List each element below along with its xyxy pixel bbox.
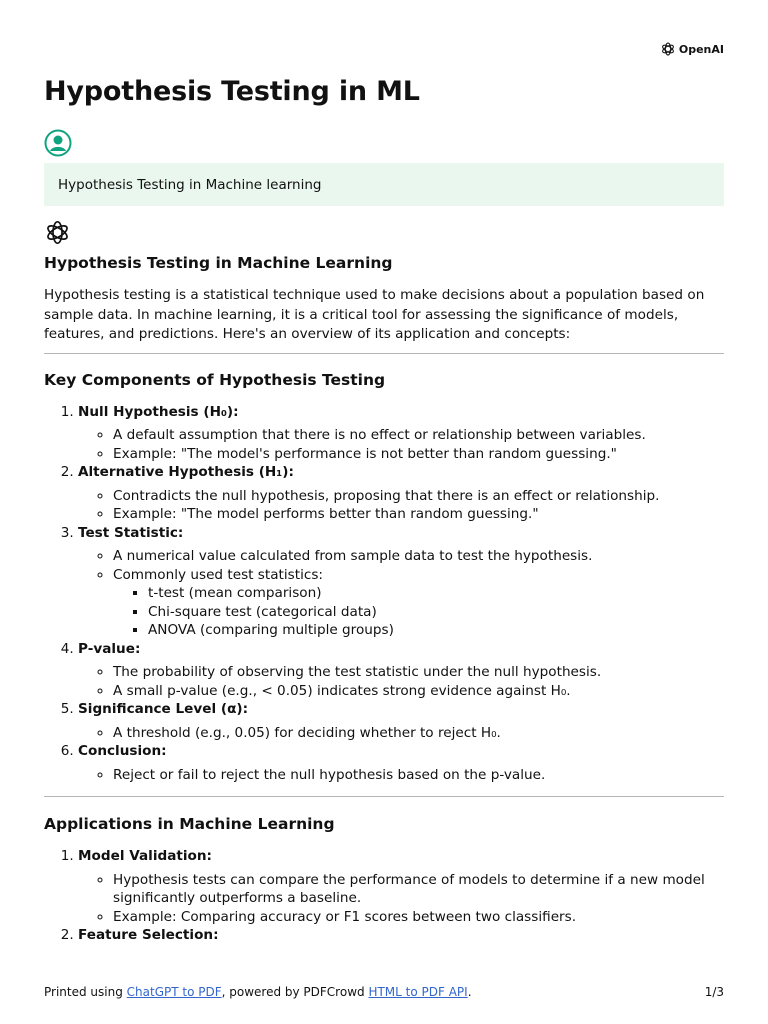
list-item: [78, 847, 724, 926]
list-item: [78, 926, 724, 945]
chatgpt-logo-icon: [44, 219, 71, 246]
openai-brand: [660, 41, 724, 57]
sub-item: [113, 566, 724, 640]
item-label: Null Hypothesis (H₀):: [78, 403, 239, 420]
page-title: Hypothesis Testing in ML: [44, 76, 420, 107]
sub-item: ◦ Example: Comparing accuracy or F1 scores between two classifiers.: [113, 908, 724, 927]
section-title-key-components: Key Components of Hypothesis Testing: [44, 370, 386, 389]
user-message-text: Hypothesis Testing in Machine learning: [58, 176, 322, 193]
html-to-pdf-api-link[interactable]: HTML to PDF API: [368, 985, 468, 999]
response-heading: Hypothesis Testing in Machine Learning: [44, 254, 393, 272]
footer-credit: Printed using ChatGPT to PDF, powered by PDFCrowd HTML to PDF API.: [44, 985, 472, 999]
assistant-response: [44, 252, 724, 945]
sub-item: ◦ Example: "The model performs better than random guessing.": [113, 505, 724, 524]
sub-sub-item: ▪ ANOVA (comparing multiple groups): [148, 621, 724, 640]
sub-sub-item: ▪ Chi-square test (categorical data): [148, 603, 724, 622]
footer: [44, 985, 724, 999]
divider: [44, 353, 724, 354]
list-item: [78, 742, 724, 784]
sub-item: ◦ A small p-value (e.g., < 0.05) indicates strong evidence against H₀.: [113, 682, 724, 701]
key-components-list: [44, 403, 724, 785]
sub-item: ◦ A default assumption that there is no effect or relationship between variables.: [113, 426, 724, 445]
sub-item: ◦ Contradicts the null hypothesis, proposing that there is an effect or relationship.: [113, 487, 724, 506]
list-item: [78, 403, 724, 464]
sub-item: ◦ Reject or fail to reject the null hypothesis based on the p-value.: [113, 766, 724, 785]
user-message: [44, 163, 724, 206]
sub-item: ◦ Example: "The model's performance is not better than random guessing.": [113, 445, 724, 464]
item-label: Alternative Hypothesis (H₁):: [78, 464, 294, 480]
chatgpt-to-pdf-link[interactable]: ChatGPT to PDF: [126, 985, 222, 999]
applications-list: [44, 847, 724, 945]
sub-sub-item: ▪ t-test (mean comparison): [148, 584, 724, 603]
list-item: [78, 640, 724, 701]
openai-logo-icon: [660, 41, 676, 57]
sub-item: ◦ A numerical value calculated from sample data to test the hypothesis.: [113, 547, 724, 566]
sub-item-text: Commonly used test statistics:: [113, 566, 323, 583]
item-label: Model Validation:: [78, 848, 212, 864]
sub-item: ◦ Hypothesis tests can compare the performance of models to determine if a new model significantly outperforms a baseline.: [113, 871, 724, 908]
list-item: [78, 524, 724, 640]
item-label: Feature Selection:: [78, 927, 219, 943]
sub-item: ◦ A threshold (e.g., 0.05) for deciding whether to reject H₀.: [113, 724, 724, 743]
item-label: Significance Level (α):: [78, 701, 249, 717]
list-item: [78, 700, 724, 742]
user-avatar-icon: [44, 129, 72, 157]
sub-item: ◦ The probability of observing the test statistic under the null hypothesis.: [113, 663, 724, 682]
section-title-applications: Applications in Machine Learning: [44, 815, 335, 833]
page-number: 1/3: [704, 985, 724, 999]
item-label: P-value:: [78, 640, 141, 657]
intro-paragraph: Hypothesis testing is a statistical technique used to make decisions about a population based on sample data. In machine learning, it is a critical tool for assessing the significance of models, features, and predictions. Here's an overview of its application and concepts:: [44, 287, 705, 342]
item-label: Test Statistic:: [78, 524, 184, 541]
item-label: Conclusion:: [78, 743, 167, 759]
brand-name: OpenAI: [678, 42, 724, 56]
list-item: [78, 463, 724, 524]
divider: [44, 796, 724, 797]
